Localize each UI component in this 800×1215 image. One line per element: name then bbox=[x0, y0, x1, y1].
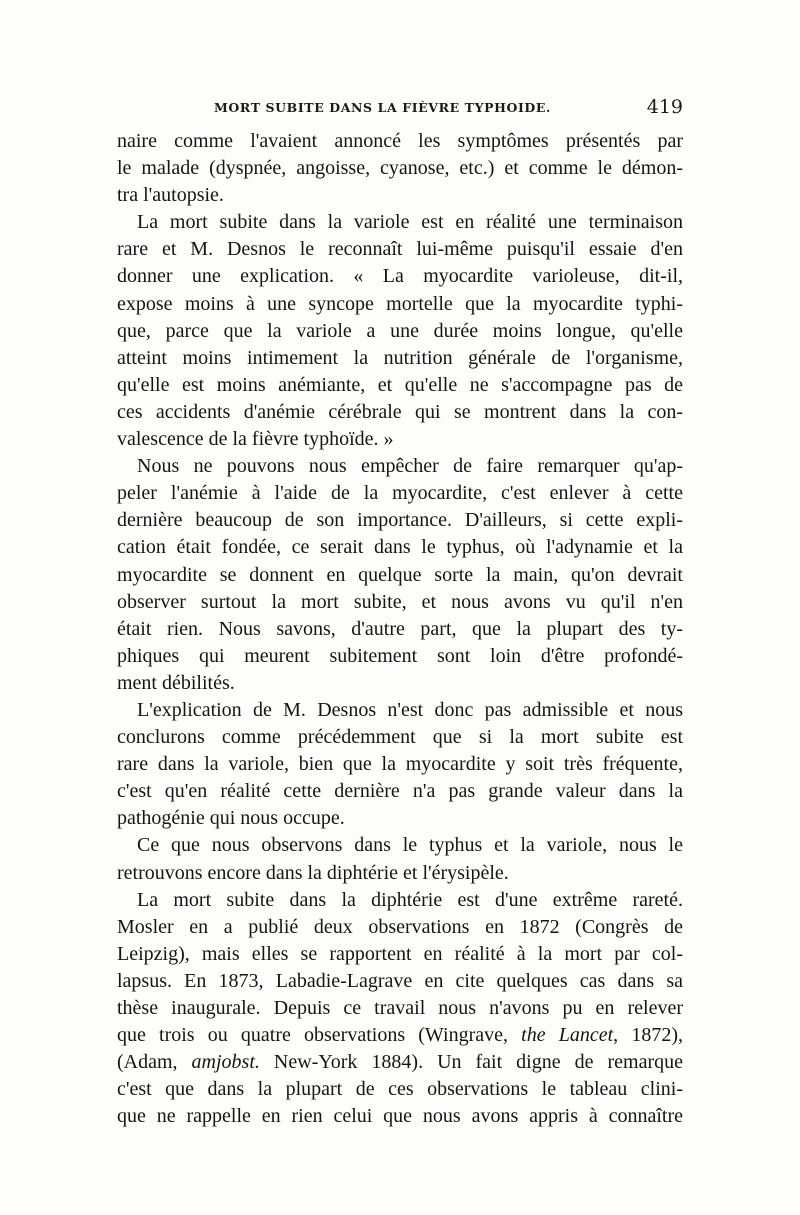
text-line: phiques qui meurent subitement sont loin d'être profondé- bbox=[117, 644, 683, 667]
text-line: observer surtout la mort subite, et nous avons vu qu'il n'en bbox=[117, 590, 683, 613]
text-line: thèse inaugurale. Depuis ce travail nous n'avons pu en relever bbox=[117, 997, 683, 1019]
text-segment: (Adam, bbox=[117, 1051, 192, 1074]
text-line: rare et M. Desnos le reconnaît lui-même puisqu'il essaie d'en bbox=[117, 238, 683, 261]
paragraph-start: La mort subite dans la variole est en réalité une terminaison bbox=[137, 211, 683, 234]
text-line: ces accidents d'anémie cérébrale qui se montrent dans la con- bbox=[117, 400, 683, 423]
text-line: qu'elle est moins anémiante, et qu'elle ne s'accompagne pas de bbox=[117, 373, 683, 396]
journal-title: amjobst. bbox=[191, 1051, 260, 1074]
text-segment: New-York 1884). Un fait digne de remarque bbox=[259, 1051, 683, 1074]
page-number: 419 bbox=[646, 96, 683, 118]
text-line-with-citation bbox=[117, 1022, 683, 1049]
text-segment: que trois ou quatre observations (Wingrave, bbox=[117, 1024, 522, 1047]
text-line: retrouvons encore dans la diphtérie et l'érysipèle. bbox=[117, 861, 509, 884]
text-line: expose moins à une syncope mortelle que la myocardite typhi- bbox=[117, 292, 683, 315]
paragraph-start: Ce que nous observons dans le typhus et la variole, nous le bbox=[137, 834, 683, 857]
text-line: c'est que dans la plupart de ces observations le tableau clini- bbox=[117, 1078, 683, 1101]
text-line: Mosler en a publié deux observations en 1872 (Congrès de bbox=[117, 915, 683, 938]
text-line: pathogénie qui nous occupe. bbox=[117, 807, 345, 830]
text-line: naire comme l'avaient annoncé les symptômes présentés par bbox=[117, 130, 683, 152]
running-title: MORT SUBITE DANS LA FIÈVRE TYPHOIDE. bbox=[214, 100, 551, 115]
text-line: lapsus. En 1873, Labadie-Lagrave en cite quelques cas dans sa bbox=[117, 969, 683, 992]
text-line: Leipzig), mais elles se rapportent en réalité à la mort par col- bbox=[117, 942, 683, 965]
paragraph-start: Nous ne pouvons nous empêcher de faire remarquer qu'ap- bbox=[137, 455, 683, 478]
text-line: était rien. Nous savons, d'autre part, que la plupart des ty- bbox=[117, 617, 683, 640]
paragraph-start: L'explication de M. Desnos n'est donc pas admissible et nous bbox=[137, 698, 683, 721]
text-line: conclurons comme précédemment que si la mort subite est bbox=[117, 726, 683, 749]
text-line: que, parce que la variole a une durée moins longue, qu'elle bbox=[117, 319, 683, 342]
text-line: que ne rappelle en rien celui que nous avons appris à connaître bbox=[117, 1105, 683, 1128]
running-header bbox=[117, 97, 683, 121]
text-line-with-citation bbox=[117, 1049, 683, 1076]
text-line: peler l'anémie à l'aide de la myocardite, c'est enlever à cette bbox=[117, 482, 683, 505]
body-text bbox=[117, 128, 683, 1130]
paragraph-start: La mort subite dans la diphtérie est d'une extrême rareté. bbox=[137, 888, 683, 911]
text-line: dernière beaucoup de son importance. D'ailleurs, si cette expli- bbox=[117, 509, 683, 532]
text-line: valescence de la fièvre typhoïde. » bbox=[117, 428, 394, 451]
text-line: rare dans la variole, bien que la myocardite y soit très fréquente, bbox=[117, 753, 683, 776]
text-line: c'est qu'en réalité cette dernière n'a pas grande valeur dans la bbox=[117, 780, 683, 803]
text-line: cation était fondée, ce serait dans le typhus, où l'adynamie et la bbox=[117, 536, 683, 559]
text-segment: , 1872), bbox=[613, 1024, 683, 1047]
journal-title: the Lancet bbox=[521, 1024, 614, 1047]
text-line: myocardite se donnent en quelque sorte la main, qu'on devrait bbox=[117, 563, 683, 586]
text-line: atteint moins intimement la nutrition générale de l'organisme, bbox=[117, 346, 683, 369]
text-line: le malade (dyspnée, angoisse, cyanose, etc.) et comme le démon- bbox=[117, 157, 683, 180]
text-line: donner une explication. « La myocardite varioleuse, dit-il, bbox=[117, 265, 683, 288]
text-line: ment débilités. bbox=[117, 671, 235, 694]
text-line: tra l'autopsie. bbox=[117, 184, 224, 207]
